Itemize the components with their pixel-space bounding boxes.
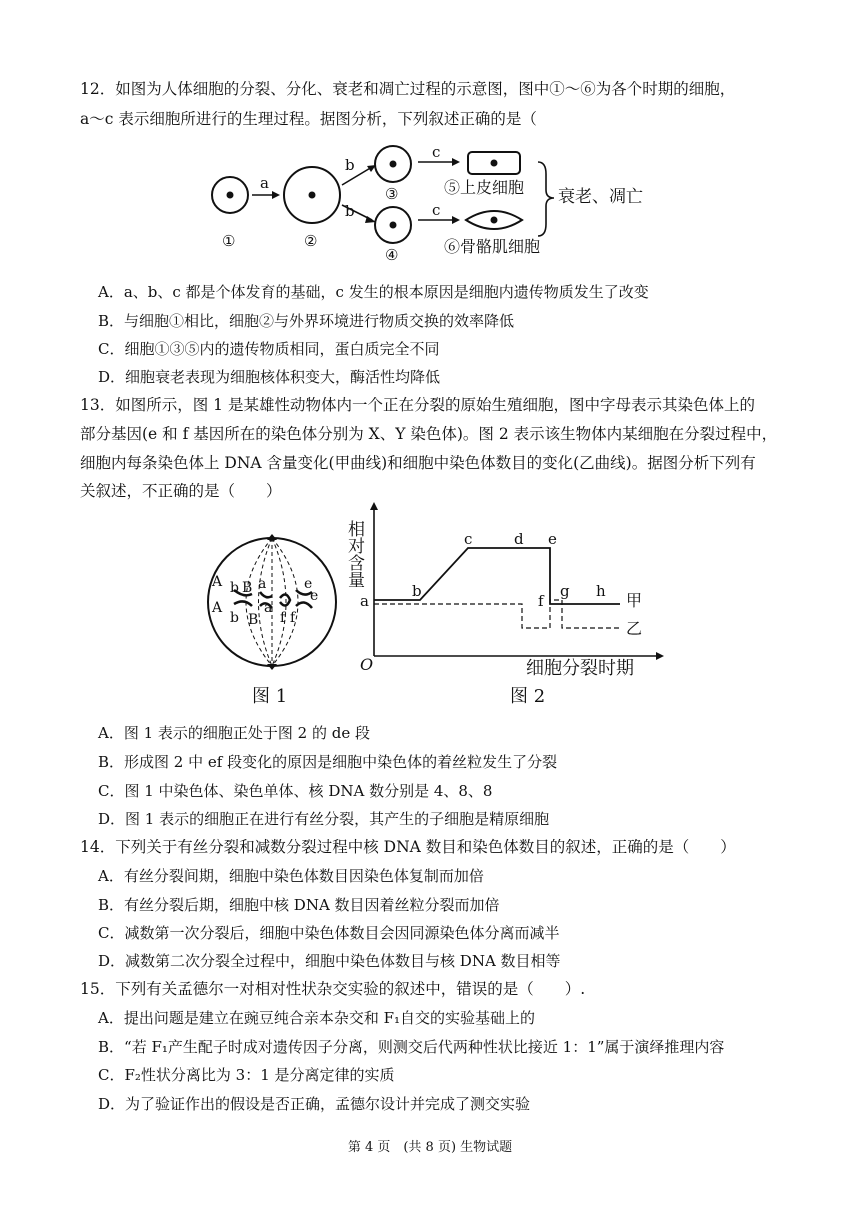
gene-f-1: f <box>280 610 286 626</box>
figure-2-origin: O <box>360 655 374 674</box>
curve-yi-label: 乙 <box>626 619 643 638</box>
q13-figure-1 <box>200 520 350 710</box>
q12-figure <box>200 140 680 270</box>
q14-option-c: C．减数第一次分裂后，细胞中染色体数目会因同源染色体分离而减半 <box>98 924 560 942</box>
q13-stem-line1: 13．如图所示，图 1 是某雄性动物体内一个正在分裂的原始生殖细胞，图中字母表示其染色体上的 <box>80 396 755 414</box>
cell-3-label: ③ <box>385 185 399 203</box>
gene-B-1: B <box>242 580 253 596</box>
figure-2-caption: 图 2 <box>510 686 546 707</box>
cell-4-label: ④ <box>385 246 399 264</box>
arrow-b1-label: b <box>345 156 355 174</box>
q13-stem-line3: 细胞内每条染色体上 DNA 含量变化(甲曲线)和细胞中染色体数目的变化(乙曲线)。据图分析下列有 <box>80 454 756 472</box>
q12-option-d: D．细胞衰老表现为细胞核体积变大，酶活性均降低 <box>98 368 441 386</box>
q12-stem-line1: 12．如图为人体细胞的分裂、分化、衰老和凋亡过程的示意图，图中①～⑥为各个时期的细胞， <box>80 80 736 98</box>
q12-option-a: A．a、b、c 都是个体发育的基础，c 发生的根本原因是细胞内遗传物质发生了改变 <box>98 283 649 301</box>
point-g: g <box>560 582 570 600</box>
gene-e-2: e <box>310 588 319 604</box>
q15-stem: 15．下列有关孟德尔一对相对性状杂交实验的叙述中，错误的是（ ）. <box>80 980 586 998</box>
q12-stem-line2: a～c 表示细胞所进行的生理过程。据图分析，下列叙述正确的是（ <box>80 110 537 128</box>
q13-option-b: B．形成图 2 中 ef 段变化的原因是细胞中染色体的着丝粒发生了分裂 <box>98 753 558 771</box>
figure-1-caption: 图 1 <box>252 686 288 707</box>
arrow-a-label: a <box>260 174 269 192</box>
fate-label: 衰老、凋亡 <box>558 187 643 207</box>
figure-2-xlabel: 细胞分裂时期 <box>526 658 634 679</box>
q14-option-a: A．有丝分裂间期，细胞中染色体数目因染色体复制而加倍 <box>98 867 484 885</box>
brace <box>538 162 554 236</box>
gene-b-2: b <box>230 610 239 626</box>
cell-2-label: ② <box>304 232 318 250</box>
q13-option-d: D．图 1 表示的细胞正在进行有丝分裂，其产生的子细胞是精原细胞 <box>98 810 550 828</box>
q12-option-c: C．细胞①③⑤内的遗传物质相同，蛋白质完全不同 <box>98 340 440 358</box>
arrow-c1-label: c <box>432 143 441 161</box>
arrow-b2-label: b <box>345 202 355 220</box>
cell-1-label: ① <box>222 232 236 250</box>
gene-e-1: e <box>304 576 313 592</box>
q13-stem-line2: 部分基因(e 和 f 基因所在的染色体分别为 X、Y 染色体)。图 2 表示该生物体内某细胞在分裂过程中， <box>80 425 778 443</box>
point-a: a <box>360 592 369 610</box>
gene-f-2: f <box>290 610 296 626</box>
q14-stem: 14．下列关于有丝分裂和减数分裂过程中核 DNA 数目和染色体数目的叙述，正确的是（ ） <box>80 838 736 856</box>
page-footer: 第 4 页 (共 8 页) 生物试题 <box>347 1140 513 1155</box>
curve-jia <box>374 548 620 604</box>
q15-option-c: C．F₂性状分离比为 3：1 是分离定律的实质 <box>98 1066 395 1084</box>
gene-a-1: a <box>258 576 267 592</box>
q13-option-c: C．图 1 中染色体、染色单体、核 DNA 数分别是 4、8、8 <box>98 782 493 800</box>
q14-option-d: D．减数第二次分裂全过程中，细胞中染色体数目与核 DNA 数目相等 <box>98 952 561 970</box>
q13-stem-line4: 关叙述，不正确的是（ ） <box>80 482 282 500</box>
point-e: e <box>548 530 557 548</box>
cell-5-label: ⑤上皮细胞 <box>444 178 525 197</box>
point-c: c <box>464 530 473 548</box>
point-h: h <box>596 582 606 600</box>
figure-2-ylabel: 相对含量 <box>344 520 364 588</box>
gene-B-2: B <box>248 612 259 628</box>
q12-option-b: B．与细胞①相比，细胞②与外界环境进行物质交换的效率降低 <box>98 312 515 330</box>
gene-A-1: A <box>212 574 223 590</box>
cell-6-label: ⑥骨骼肌细胞 <box>444 237 541 256</box>
point-f: f <box>538 592 544 610</box>
arrow-c2-label: c <box>432 201 441 219</box>
gene-b-1: b <box>230 580 239 596</box>
q13-figure-2 <box>344 500 680 710</box>
q14-option-b: B．有丝分裂后期，细胞中核 DNA 数目因着丝粒分裂而加倍 <box>98 896 500 914</box>
q15-option-a: A．提出问题是建立在豌豆纯合亲本杂交和 F₁自交的实验基础上的 <box>98 1009 536 1027</box>
gene-a-2: a <box>264 600 273 616</box>
q15-option-d: D．为了验证作出的假设是否正确，孟德尔设计并完成了测交实验 <box>98 1095 531 1113</box>
curve-jia-label: 甲 <box>626 591 643 610</box>
q15-option-b: B．“若 F₁产生配子时成对遗传因子分离，则测交后代两种性状比接近 1：1”属于演绎推理内容 <box>98 1038 725 1056</box>
q13-option-a: A．图 1 表示的细胞正处于图 2 的 de 段 <box>98 724 371 742</box>
point-d: d <box>514 530 524 548</box>
point-b: b <box>412 582 422 600</box>
gene-A-2: A <box>212 600 223 616</box>
